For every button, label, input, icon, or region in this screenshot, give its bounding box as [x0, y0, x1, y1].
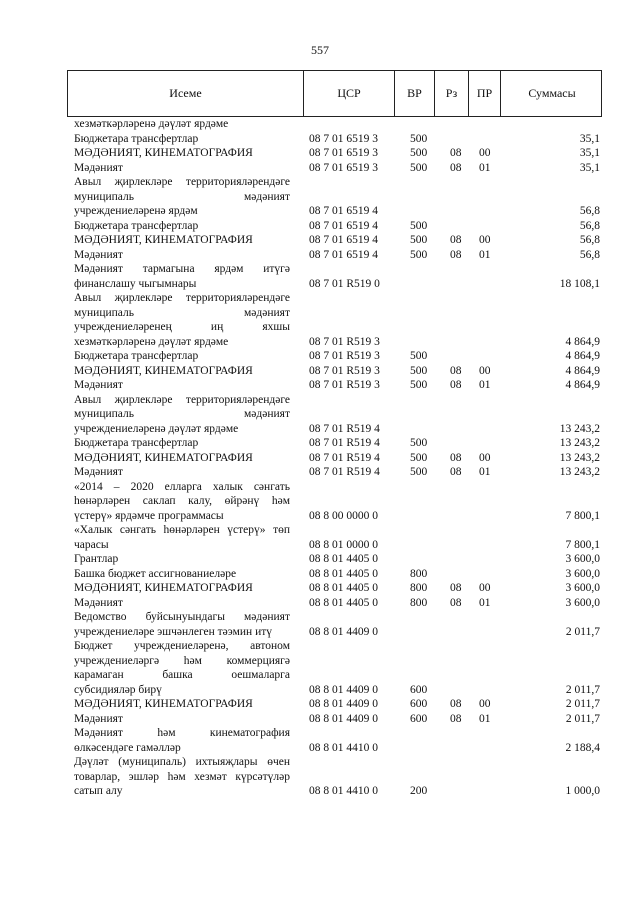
row-vr: 500	[410, 350, 428, 362]
row-pr: 01	[479, 379, 491, 391]
header-name: Исеме	[68, 71, 304, 116]
row-pr: 00	[479, 234, 491, 246]
row-rz: 08	[450, 248, 462, 261]
row-name	[74, 610, 290, 639]
row-name-line: муниципаль мәдәният	[74, 190, 290, 203]
row-sum: 35,1	[579, 132, 600, 145]
table-row	[0, 219, 640, 234]
row-pr: 00	[479, 582, 491, 594]
row-name	[74, 697, 290, 712]
row-rz: 08	[450, 596, 462, 609]
row-rz: 08	[450, 234, 462, 246]
row-name-line: муниципаль мәдәният	[74, 408, 290, 420]
row-name	[74, 465, 290, 480]
row-csr: 08 8 01 4410 0	[309, 785, 378, 797]
table-row	[0, 697, 640, 712]
row-name-line: Дәүләт (муниципаль) ихтыяҗлары өчен	[74, 756, 290, 768]
row-name-line: учреждениеләргә һәм коммерциягә	[74, 654, 290, 667]
row-csr: 08 8 01 4405 0	[309, 582, 378, 594]
row-name-line: Мәдәният	[74, 161, 123, 174]
row-csr: 08 7 01 6519 3	[309, 161, 378, 174]
row-name-line: Мәдәният	[74, 712, 123, 725]
table-row	[0, 480, 640, 524]
row-sum: 56,8	[579, 234, 600, 246]
row-name-line: муниципаль мәдәният	[74, 306, 290, 319]
table-row	[0, 248, 640, 263]
row-name-line: Мәдәният	[74, 379, 123, 391]
row-name	[74, 248, 290, 263]
row-sum: 3 600,0	[565, 567, 600, 580]
table-row	[0, 378, 640, 393]
row-name-line: товарлар, эшләр һәм хезмәт күрсәтүләр	[74, 770, 290, 783]
row-sum: 35,1	[579, 147, 600, 159]
row-rz: 08	[450, 379, 462, 391]
row-csr: 08 7 01 R519 3	[309, 350, 380, 362]
row-rz: 08	[450, 712, 462, 725]
row-name-line: Мәдәният	[74, 248, 123, 261]
row-csr: 08 7 01 R519 3	[309, 364, 380, 377]
row-csr: 08 8 01 4405 0	[309, 553, 378, 565]
row-name	[74, 393, 290, 437]
row-csr: 08 8 01 4410 0	[309, 741, 378, 754]
row-name	[74, 117, 290, 132]
row-csr: 08 7 01 R519 3	[309, 335, 380, 348]
row-name-line: Авыл җирлекләре территорияләрендәге	[74, 393, 290, 406]
row-sum: 56,8	[579, 205, 600, 217]
row-name	[74, 132, 290, 147]
row-name-line: учреждениеләренә ярдәм	[74, 205, 198, 217]
table-row	[0, 436, 640, 451]
row-csr: 08 7 01 R519 4	[309, 422, 380, 435]
row-name-line: МӘДӘНИЯТ, КИНЕМАТОГРАФИЯ	[74, 582, 253, 594]
row-name-line: «Халык сәнгать һөнәрләрен үстерү» төп	[74, 524, 290, 536]
row-vr: 600	[410, 683, 428, 696]
row-csr: 08 8 01 4409 0	[309, 698, 378, 710]
table-row	[0, 581, 640, 596]
row-name-line: Бюджетара трансфертлар	[74, 350, 199, 362]
row-sum: 3 600,0	[565, 596, 600, 609]
row-csr: 08 8 01 4409 0	[309, 625, 378, 638]
table-row	[0, 523, 640, 552]
row-vr: 800	[410, 567, 428, 580]
row-csr: 08 7 01 6519 4	[309, 205, 378, 217]
row-name-line: МӘДӘНИЯТ, КИНЕМАТОГРАФИЯ	[74, 698, 253, 710]
row-name-line: «2014 – 2020 елларга халык сәнгать	[74, 480, 290, 493]
row-csr: 08 8 01 4409 0	[309, 683, 378, 696]
row-csr: 08 7 01 6519 4	[309, 248, 378, 261]
row-vr: 200	[410, 785, 428, 797]
row-csr: 08 7 01 R519 4	[309, 466, 380, 478]
row-name-line: Мәдәният тармагына ярдәм итүгә	[74, 263, 290, 275]
row-rz: 08	[450, 466, 462, 478]
header-vr: ВР	[395, 71, 435, 116]
row-vr: 500	[410, 364, 428, 377]
row-csr: 08 7 01 R519 4	[309, 451, 380, 464]
row-pr: 01	[479, 712, 491, 725]
row-name-line: Мәдәният һәм кинематография	[74, 727, 290, 739]
row-name	[74, 480, 290, 524]
table-row	[0, 567, 640, 582]
row-vr: 500	[410, 234, 428, 246]
row-vr: 500	[410, 466, 428, 478]
row-sum: 13 243,2	[559, 422, 600, 435]
row-rz: 08	[450, 698, 462, 710]
row-name	[74, 161, 290, 176]
row-vr: 500	[410, 451, 428, 464]
row-name-line: субсидияләр бирү	[74, 683, 162, 696]
table-header	[67, 70, 602, 117]
row-name	[74, 552, 290, 567]
table-row	[0, 175, 640, 219]
table-row	[0, 132, 640, 147]
row-name	[74, 726, 290, 755]
row-name-line: карамаган башка оешмаларга	[74, 669, 290, 681]
row-name	[74, 596, 290, 611]
header-csr: ЦСР	[304, 71, 395, 116]
row-name-line: Грантлар	[74, 553, 119, 565]
row-name-line: МӘДӘНИЯТ, КИНЕМАТОГРАФИЯ	[74, 234, 253, 246]
table-row	[0, 146, 640, 161]
row-name	[74, 233, 290, 248]
row-sum: 13 243,2	[559, 437, 600, 449]
row-sum: 56,8	[579, 248, 600, 261]
row-sum: 3 600,0	[565, 582, 600, 594]
table-row	[0, 393, 640, 437]
row-name-line: чарасы	[74, 538, 109, 551]
table-row	[0, 161, 640, 176]
row-name	[74, 262, 290, 291]
row-name	[74, 712, 290, 727]
row-name	[74, 567, 290, 582]
table-row	[0, 639, 640, 697]
table-row	[0, 610, 640, 639]
row-sum: 2 011,7	[565, 683, 600, 696]
row-vr: 500	[410, 379, 428, 391]
row-name-line: Авыл җирлекләре территорияләрендәге	[74, 176, 290, 188]
row-rz: 08	[450, 364, 462, 377]
row-sum: 2 011,7	[565, 698, 600, 710]
row-vr: 500	[410, 219, 428, 232]
row-name	[74, 755, 290, 799]
row-vr: 600	[410, 698, 428, 710]
row-csr: 08 7 01 6519 4	[309, 234, 378, 246]
row-sum: 4 864,9	[565, 364, 600, 377]
row-rz: 08	[450, 451, 462, 464]
row-vr: 800	[410, 596, 428, 609]
table-row	[0, 262, 640, 291]
row-name-line: учреждениеләренең иң яхшы	[74, 321, 290, 333]
row-name-line: Ведомство буйсынуындагы мәдәният	[74, 611, 290, 623]
row-name-line: Бюджетара трансфертлар	[74, 437, 199, 449]
row-sum: 56,8	[579, 219, 600, 232]
row-name-line: Башка бюджет ассигнованиеләре	[74, 567, 237, 580]
table-row	[0, 465, 640, 480]
row-name	[74, 175, 290, 219]
row-name-line: сатып алу	[74, 785, 123, 797]
row-name	[74, 219, 290, 234]
row-sum: 35,1	[579, 161, 600, 174]
row-sum: 4 864,9	[565, 379, 600, 391]
row-sum: 13 243,2	[559, 466, 600, 478]
row-name-line: һөнәрләрен саклап калу, өйрәнү һәм	[74, 495, 290, 507]
row-csr: 08 8 01 4405 0	[309, 567, 378, 580]
row-csr: 08 7 01 6519 3	[309, 132, 378, 145]
row-name	[74, 581, 290, 596]
row-name-line: өлкәсендәге гамәлләр	[74, 741, 181, 754]
row-vr: 500	[410, 132, 428, 145]
row-csr: 08 7 01 R519 0	[309, 277, 380, 290]
table-row	[0, 233, 640, 248]
row-name-line: хезмәткәрләренә дәүләт ярдәме	[74, 118, 229, 130]
table-body	[0, 117, 640, 799]
page-number: 557	[311, 43, 329, 57]
row-csr: 08 7 01 R519 3	[309, 379, 380, 391]
row-sum: 2 011,7	[565, 625, 600, 638]
row-vr: 500	[410, 147, 428, 159]
row-name-line: хезмәткәрләренә дәүләт ярдәме	[74, 335, 229, 348]
row-name-line: учреждениеләренә дәүләт ярдәме	[74, 422, 239, 435]
header-rz: Рз	[435, 71, 469, 116]
row-sum: 7 800,1	[565, 509, 600, 522]
row-pr: 00	[479, 364, 491, 377]
table-row	[0, 291, 640, 349]
row-csr: 08 7 01 R519 4	[309, 437, 380, 449]
row-name	[74, 451, 290, 466]
row-csr: 08 8 00 0000 0	[309, 509, 378, 522]
table-row	[0, 364, 640, 379]
row-name-line: МӘДӘНИЯТ, КИНЕМАТОГРАФИЯ	[74, 451, 253, 464]
row-csr: 08 7 01 6519 4	[309, 219, 378, 232]
row-sum: 3 600,0	[565, 553, 600, 565]
row-pr: 00	[479, 451, 491, 464]
row-vr: 800	[410, 582, 428, 594]
row-rz: 08	[450, 147, 462, 159]
row-pr: 01	[479, 596, 491, 609]
row-sum: 18 108,1	[559, 277, 600, 290]
row-name-line: МӘДӘНИЯТ, КИНЕМАТОГРАФИЯ	[74, 364, 253, 377]
row-pr: 01	[479, 248, 491, 261]
row-sum: 2 011,7	[565, 712, 600, 725]
row-sum: 2 188,4	[565, 741, 600, 754]
row-name-line: үстерү» ярдәмче программасы	[74, 509, 224, 522]
row-name-line: Бюджетара трансфертлар	[74, 132, 199, 145]
table-row	[0, 755, 640, 799]
row-sum: 7 800,1	[565, 538, 600, 551]
row-name	[74, 523, 290, 552]
row-sum: 4 864,9	[565, 335, 600, 348]
row-name-line: Авыл җирлекләре территорияләрендәге	[74, 292, 290, 304]
row-name-line: МӘДӘНИЯТ, КИНЕМАТОГРАФИЯ	[74, 147, 253, 159]
table-row	[0, 117, 640, 132]
table-row	[0, 451, 640, 466]
table-row	[0, 726, 640, 755]
row-name-line: учреждениеләре эшчәнлеген тәэмин итү	[74, 625, 273, 638]
table-row	[0, 349, 640, 364]
row-name-line: Бюджет учреждениеләренә, автоном	[74, 640, 290, 652]
row-vr: 500	[410, 437, 428, 449]
table-row	[0, 596, 640, 611]
header-sum: Суммасы	[528, 86, 576, 100]
row-pr: 01	[479, 161, 491, 174]
row-csr: 08 8 01 0000 0	[309, 538, 378, 551]
row-sum: 13 243,2	[559, 451, 600, 464]
row-sum: 4 864,9	[565, 350, 600, 362]
row-name-line: Бюджетара трансфертлар	[74, 219, 199, 232]
row-name-line: финанслашу чыгымнары	[74, 277, 197, 290]
row-name	[74, 639, 290, 697]
row-csr: 08 7 01 6519 3	[309, 147, 378, 159]
table-row	[0, 712, 640, 727]
table-row	[0, 552, 640, 567]
row-name	[74, 436, 290, 451]
row-vr: 600	[410, 712, 428, 725]
row-sum: 1 000,0	[565, 785, 600, 797]
row-vr: 500	[410, 248, 428, 261]
row-pr: 00	[479, 698, 491, 710]
row-name-line: Мәдәният	[74, 596, 123, 609]
row-name-line: Мәдәният	[74, 466, 123, 478]
row-name	[74, 378, 290, 393]
row-pr: 00	[479, 147, 491, 159]
row-name	[74, 291, 290, 349]
row-name	[74, 146, 290, 161]
row-csr: 08 8 01 4405 0	[309, 596, 378, 609]
row-pr: 01	[479, 466, 491, 478]
row-name	[74, 349, 290, 364]
row-name	[74, 364, 290, 379]
row-rz: 08	[450, 582, 462, 594]
header-pr: ПР	[469, 71, 501, 116]
row-vr: 500	[410, 161, 428, 174]
row-csr: 08 8 01 4409 0	[309, 712, 378, 725]
row-rz: 08	[450, 161, 462, 174]
